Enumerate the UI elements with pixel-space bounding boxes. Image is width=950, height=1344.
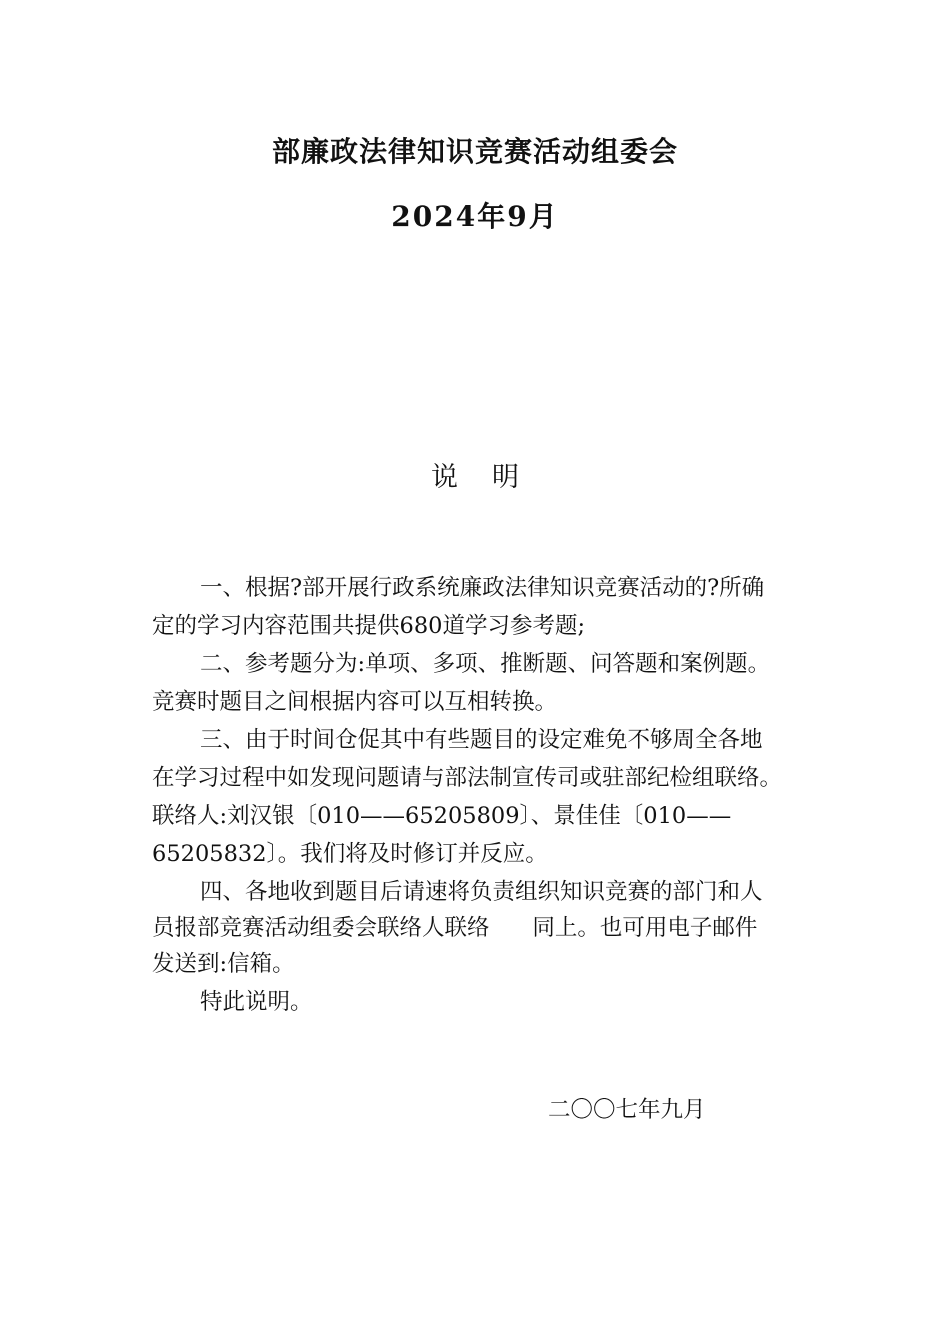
heading-char-right: 明 [492, 462, 519, 493]
body-line: 员报部竞赛活动组委会联络人联络 同上。也可用电子邮件 [152, 915, 758, 941]
body-line: 定的学习内容范围共提供680道学习参考题; [152, 613, 586, 639]
body-line: 二、参考题分为:单项、多项、推断题、问答题和案例题。 [200, 651, 771, 677]
heading-char-left: 说 [431, 462, 458, 493]
body-line: 三、由于时间仓促其中有些题目的设定难免不够周全各地 [200, 727, 763, 753]
body-line: 竞赛时题目之间根据内容可以互相转换。 [152, 689, 558, 715]
section-heading [0, 455, 950, 494]
body-line: 在学习过程中如发现问题请与部法制宣传司或驻部纪检组联络。 [152, 765, 783, 791]
body-line: 一、根据?部开展行政系统廉政法律知识竞赛活动的?所确 [200, 575, 765, 601]
body-line: 四、各地收到题目后请速将负责组织知识竞赛的部门和人 [200, 879, 763, 905]
document-date: 2024年9月 [391, 200, 559, 233]
body-line: 发送到:信箱。 [152, 951, 295, 977]
body-line: 联络人:刘汉银〔010——65205809〕、景佳佳〔010—— [152, 803, 732, 829]
body-line: 65205832〕。我们将及时修订并反应。 [152, 841, 548, 867]
organizer-title: 部廉政法律知识竞赛活动组委会 [271, 135, 678, 168]
closing-date: 二〇〇七年九月 [548, 1097, 706, 1123]
body-line: 特此说明。 [200, 989, 313, 1015]
